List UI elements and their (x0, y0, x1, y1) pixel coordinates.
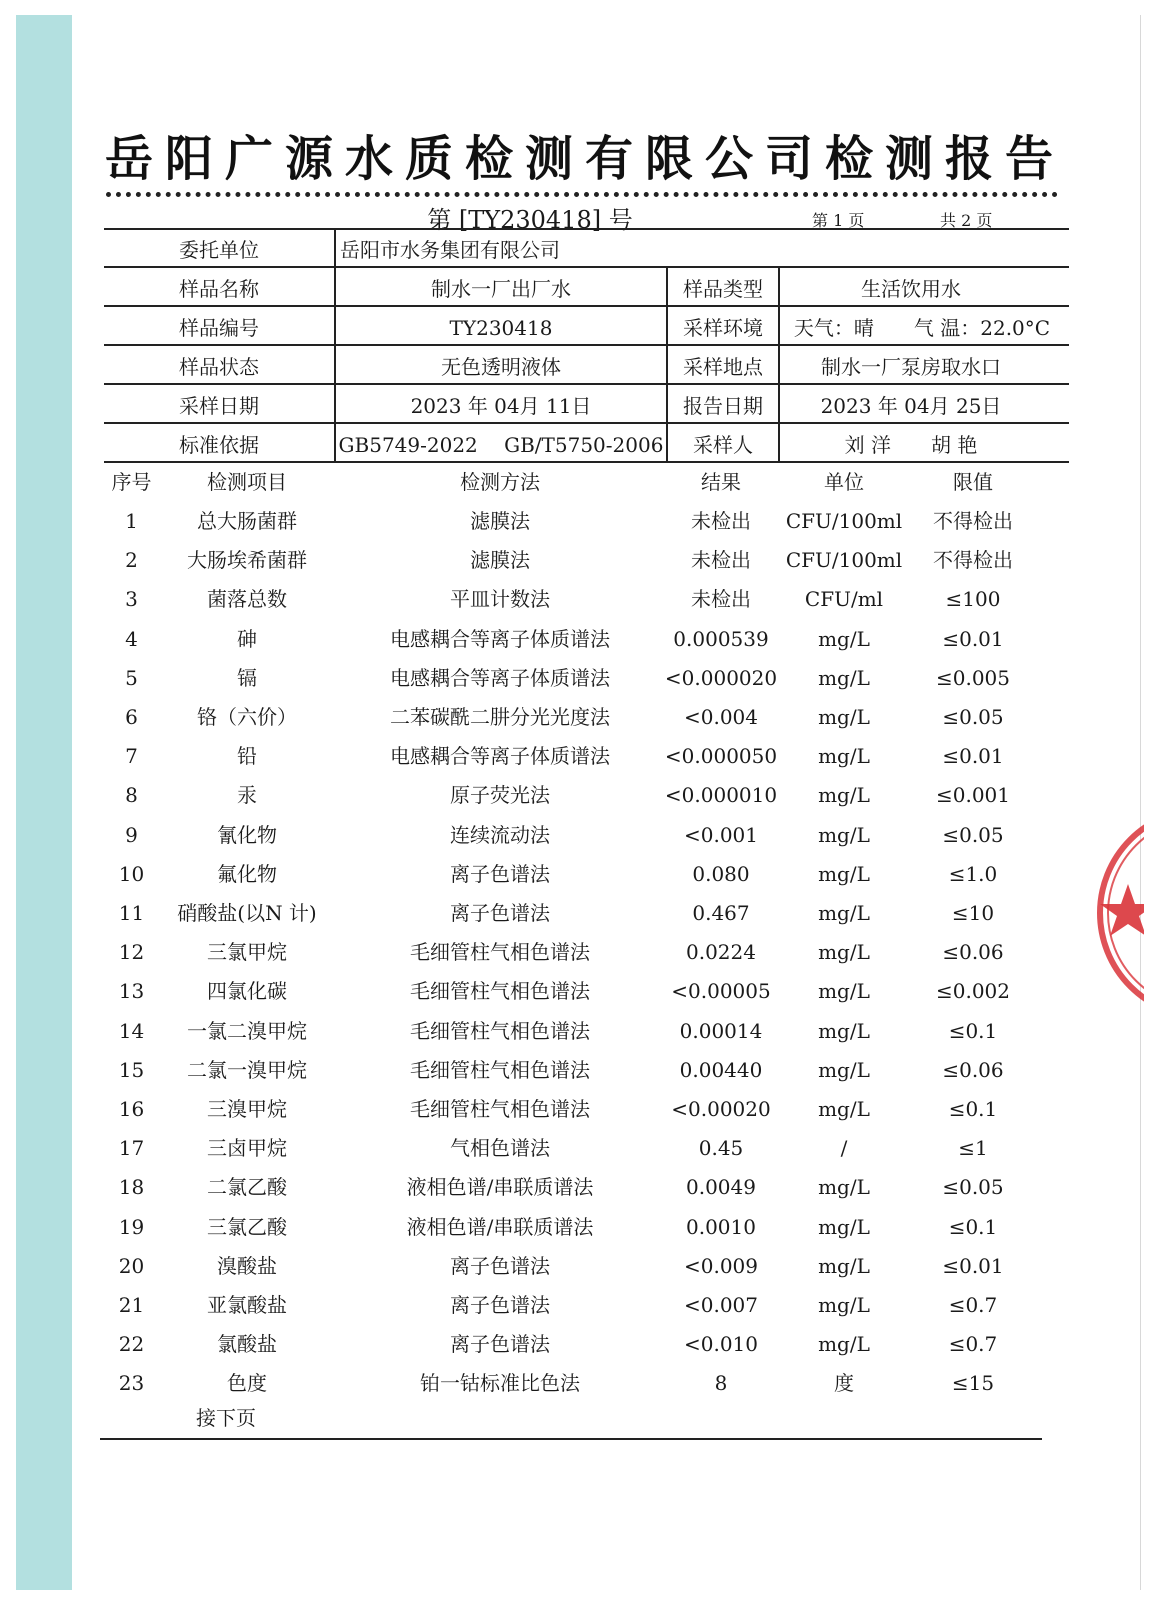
row-item: 汞 (237, 783, 257, 808)
table-row (104, 893, 1069, 932)
row-unit: mg/L (818, 1057, 870, 1082)
row-item: 二氯乙酸 (207, 1175, 287, 1200)
row-limit: ≤0.01 (942, 744, 1004, 769)
report-title: 岳阳广源水质检测有限公司检测报告 (104, 131, 1065, 187)
table-row (104, 697, 1069, 736)
row-result: <0.001 (683, 822, 758, 847)
row-item: 硝酸盐(以N 计) (177, 901, 317, 925)
scan-edge-line (1140, 15, 1141, 1590)
row-unit: mg/L (818, 744, 870, 769)
row-unit: mg/L (818, 783, 870, 808)
table-row (104, 932, 1069, 971)
row-method: 铂一钴标准比色法 (420, 1371, 580, 1396)
row-limit: ≤0.06 (942, 1057, 1004, 1082)
row-index: 22 (118, 1332, 145, 1357)
row-index: 20 (118, 1253, 145, 1278)
row-limit: ≤0.005 (935, 665, 1010, 690)
scan-edge-strip (16, 15, 72, 1590)
row-limit: ≤0.01 (942, 1253, 1004, 1278)
row-index: 3 (125, 587, 138, 612)
row-index: 12 (118, 940, 145, 965)
sample-name-label: 样品名称 (179, 277, 259, 301)
state-value: 无色透明液体 (441, 355, 561, 379)
row-index: 1 (125, 509, 138, 533)
row-result: 0.45 (698, 1136, 744, 1161)
report-number: 第 [TY230418] 号 (427, 206, 633, 234)
table-row (104, 658, 1069, 697)
row-index: 5 (125, 665, 138, 690)
row-index: 18 (118, 1175, 145, 1200)
table-row (104, 1285, 1069, 1324)
row-result: 0.000539 (673, 626, 769, 651)
page-current: 第 1 页 (812, 211, 865, 230)
row-result: 0.467 (692, 901, 750, 925)
row-limit: ≤0.05 (942, 1175, 1004, 1200)
row-unit: mg/L (818, 665, 870, 690)
row-item: 溴酸盐 (217, 1253, 277, 1278)
row-unit: mg/L (818, 1332, 870, 1357)
sample-type-label: 样品类型 (683, 277, 763, 301)
row-result: 0.0010 (686, 1214, 756, 1239)
row-method: 气相色谱法 (450, 1136, 550, 1161)
table-row (104, 1207, 1069, 1246)
row-item: 砷 (237, 626, 257, 651)
table-row (104, 501, 1069, 540)
row-method: 二苯碳酰二肼分光光度法 (390, 705, 610, 729)
row-method: 液相色谱/串联质谱法 (406, 1214, 594, 1239)
row-limit: ≤0.001 (935, 783, 1010, 808)
row-method: 电感耦合等离子体质谱法 (390, 665, 610, 690)
row-index: 19 (118, 1214, 145, 1239)
row-item: 一氯二溴甲烷 (187, 1018, 307, 1043)
state-label: 样品状态 (179, 355, 259, 379)
row-method: 电感耦合等离子体质谱法 (390, 744, 610, 769)
row-unit: mg/L (818, 1175, 870, 1200)
row-limit: ≤15 (951, 1371, 995, 1396)
table-row (104, 1089, 1069, 1128)
standard-label: 标准依据 (179, 433, 259, 457)
row-method: 平皿计数法 (450, 587, 550, 612)
row-index: 15 (118, 1057, 145, 1082)
row-index: 13 (118, 979, 145, 1004)
row-item: 亚氯酸盐 (207, 1293, 287, 1317)
row-item: 铅 (237, 744, 257, 769)
row-limit: ≤0.05 (942, 822, 1004, 847)
table-row (104, 775, 1069, 814)
row-method: 离子色谱法 (450, 901, 550, 925)
row-item: 三氯甲烷 (207, 940, 287, 965)
row-limit: ≤100 (945, 587, 1001, 612)
row-limit: ≤1 (958, 1136, 988, 1161)
sample-name-value: 制水一厂出厂水 (431, 277, 571, 301)
header-unit: 单位 (824, 470, 864, 494)
row-limit: ≤0.002 (935, 979, 1010, 1004)
row-limit: ≤0.1 (948, 1214, 998, 1239)
row-unit: mg/L (818, 1018, 870, 1043)
grid-line (104, 266, 1069, 268)
row-index: 23 (118, 1371, 145, 1396)
page-total: 共 2 页 (940, 211, 993, 230)
table-row (104, 736, 1069, 775)
row-method: 液相色谱/串联质谱法 (406, 1175, 594, 1200)
seal-graphic (1092, 804, 1144, 1022)
row-result: <0.00005 (671, 979, 771, 1004)
row-result: 0.00014 (679, 1018, 763, 1043)
row-unit: 度 (834, 1371, 854, 1396)
row-index: 21 (118, 1293, 145, 1317)
row-method: 原子荧光法 (450, 783, 550, 808)
grid-line (104, 344, 1069, 346)
row-item: 铬（六价） (197, 705, 297, 729)
bottom-rule (100, 1438, 1042, 1440)
row-result: 0.080 (692, 861, 750, 886)
row-result: 0.0224 (686, 940, 756, 965)
row-unit: mg/L (818, 626, 870, 651)
standard-value: GB5749-2022 GB/T5750-2006 (338, 433, 664, 457)
row-limit: ≤0.05 (942, 705, 1004, 729)
sampler-value: 刘 洋 胡 艳 (844, 433, 978, 457)
row-limit: ≤0.1 (948, 1018, 998, 1043)
table-row (104, 1011, 1069, 1050)
row-method: 滤膜法 (470, 548, 530, 573)
row-index: 7 (125, 744, 138, 769)
sample-no-label: 样品编号 (179, 316, 259, 340)
sample-date-value: 2023 年 04月 11日 (410, 394, 592, 418)
header-limit: 限值 (953, 470, 993, 494)
row-result: <0.010 (683, 1332, 758, 1357)
red-seal-stamp (1092, 804, 1144, 1022)
row-limit: ≤0.1 (948, 1097, 998, 1121)
sample-date-label: 采样日期 (179, 394, 259, 418)
row-index: 10 (118, 861, 145, 886)
row-method: 离子色谱法 (450, 861, 550, 886)
row-item: 菌落总数 (207, 587, 287, 612)
table-row (104, 579, 1069, 618)
row-unit: CFU/100ml (785, 548, 903, 573)
env-value: 天气：晴 气 温：22.0°C (793, 316, 1051, 340)
row-method: 毛细管柱气相色谱法 (410, 979, 590, 1004)
row-limit: ≤0.01 (942, 626, 1004, 651)
row-result: 未检出 (691, 587, 751, 612)
table-row (104, 1246, 1069, 1285)
report-date-value: 2023 年 04月 25日 (820, 394, 1002, 418)
row-unit: mg/L (818, 979, 870, 1004)
grid-line (334, 228, 336, 461)
row-index: 16 (118, 1097, 145, 1121)
sample-type-value: 生活饮用水 (861, 277, 961, 301)
row-unit: mg/L (818, 1097, 870, 1121)
row-limit: ≤1.0 (948, 861, 998, 886)
row-result: 0.00440 (679, 1057, 763, 1082)
grid-line (104, 383, 1069, 385)
table-row (104, 619, 1069, 658)
env-label: 采样环境 (683, 316, 763, 340)
row-result: <0.007 (683, 1293, 758, 1317)
report-date-label: 报告日期 (683, 394, 763, 418)
row-method: 离子色谱法 (450, 1293, 550, 1317)
row-result: <0.000020 (664, 665, 778, 690)
row-result: <0.000010 (664, 783, 778, 808)
row-unit: mg/L (818, 1253, 870, 1278)
row-unit: CFU/ml (804, 587, 884, 612)
sampler-label: 采样人 (693, 433, 753, 457)
row-limit: 不得检出 (933, 548, 1013, 573)
header-result: 结果 (701, 470, 741, 494)
table-row (104, 540, 1069, 579)
grid-line (104, 228, 1069, 230)
row-unit: mg/L (818, 861, 870, 886)
client-value: 岳阳市水务集团有限公司 (340, 238, 560, 262)
row-result: 0.0049 (686, 1175, 756, 1200)
table-row (104, 1050, 1069, 1089)
row-unit: mg/L (818, 940, 870, 965)
row-index: 2 (125, 548, 138, 573)
table-row (104, 1128, 1069, 1167)
row-unit: CFU/100ml (785, 509, 903, 533)
row-unit: mg/L (818, 1214, 870, 1239)
row-index: 4 (125, 626, 138, 651)
table-row (104, 1167, 1069, 1206)
row-unit: mg/L (818, 901, 870, 925)
row-result: <0.009 (683, 1253, 758, 1278)
row-result: <0.004 (683, 705, 758, 729)
row-item: 氰化物 (217, 822, 277, 847)
table-header (104, 462, 1069, 501)
location-label: 采样地点 (683, 355, 763, 379)
row-index: 9 (125, 822, 138, 847)
row-result: <0.000050 (664, 744, 778, 769)
header-index: 序号 (111, 470, 152, 494)
row-unit: / (840, 1136, 848, 1161)
header-item: 检测项目 (207, 470, 287, 494)
row-method: 离子色谱法 (450, 1332, 550, 1357)
row-method: 连续流动法 (450, 822, 550, 847)
sample-no-value: TY230418 (449, 316, 553, 340)
location-value: 制水一厂泵房取水口 (821, 355, 1001, 379)
grid-line (104, 422, 1069, 424)
row-item: 大肠埃希菌群 (187, 548, 307, 573)
row-item: 三卤甲烷 (207, 1136, 287, 1161)
table-row (104, 1363, 1069, 1402)
header-method: 检测方法 (460, 470, 540, 494)
row-index: 17 (118, 1136, 145, 1161)
row-method: 毛细管柱气相色谱法 (410, 1018, 590, 1043)
row-item: 三溴甲烷 (207, 1097, 287, 1121)
row-limit: ≤0.7 (948, 1293, 998, 1317)
row-limit: 不得检出 (933, 509, 1013, 533)
row-item: 氯酸盐 (217, 1332, 277, 1357)
row-item: 三氯乙酸 (207, 1214, 287, 1239)
row-result: 未检出 (691, 548, 751, 573)
row-item: 镉 (237, 665, 257, 690)
row-item: 色度 (227, 1371, 267, 1396)
table-row (104, 854, 1069, 893)
row-index: 11 (118, 901, 145, 925)
grid-line (104, 305, 1069, 307)
row-unit: mg/L (818, 705, 870, 729)
row-index: 6 (125, 705, 138, 729)
row-item: 总大肠菌群 (197, 509, 297, 533)
row-limit: ≤10 (951, 901, 995, 925)
row-result: <0.00020 (671, 1097, 771, 1121)
row-index: 14 (118, 1018, 145, 1043)
client-label: 委托单位 (179, 238, 259, 262)
row-unit: mg/L (818, 1293, 870, 1317)
row-limit: ≤0.06 (942, 940, 1004, 965)
table-row (104, 1324, 1069, 1363)
table-row (104, 815, 1069, 854)
row-method: 电感耦合等离子体质谱法 (390, 626, 610, 651)
dotted-divider (106, 192, 1058, 197)
row-limit: ≤0.7 (948, 1332, 998, 1357)
row-method: 毛细管柱气相色谱法 (410, 1057, 590, 1082)
row-method: 毛细管柱气相色谱法 (410, 1097, 590, 1121)
row-method: 滤膜法 (470, 509, 530, 533)
row-index: 8 (125, 783, 138, 808)
row-result: 8 (714, 1371, 728, 1396)
continued-note: 接下页 (196, 1406, 256, 1430)
row-item: 二氯一溴甲烷 (187, 1057, 307, 1082)
row-unit: mg/L (818, 822, 870, 847)
row-method: 毛细管柱气相色谱法 (410, 940, 590, 965)
row-result: 未检出 (691, 509, 751, 533)
row-method: 离子色谱法 (450, 1253, 550, 1278)
row-item: 四氯化碳 (207, 979, 287, 1004)
row-item: 氟化物 (217, 861, 277, 886)
table-row (104, 971, 1069, 1010)
